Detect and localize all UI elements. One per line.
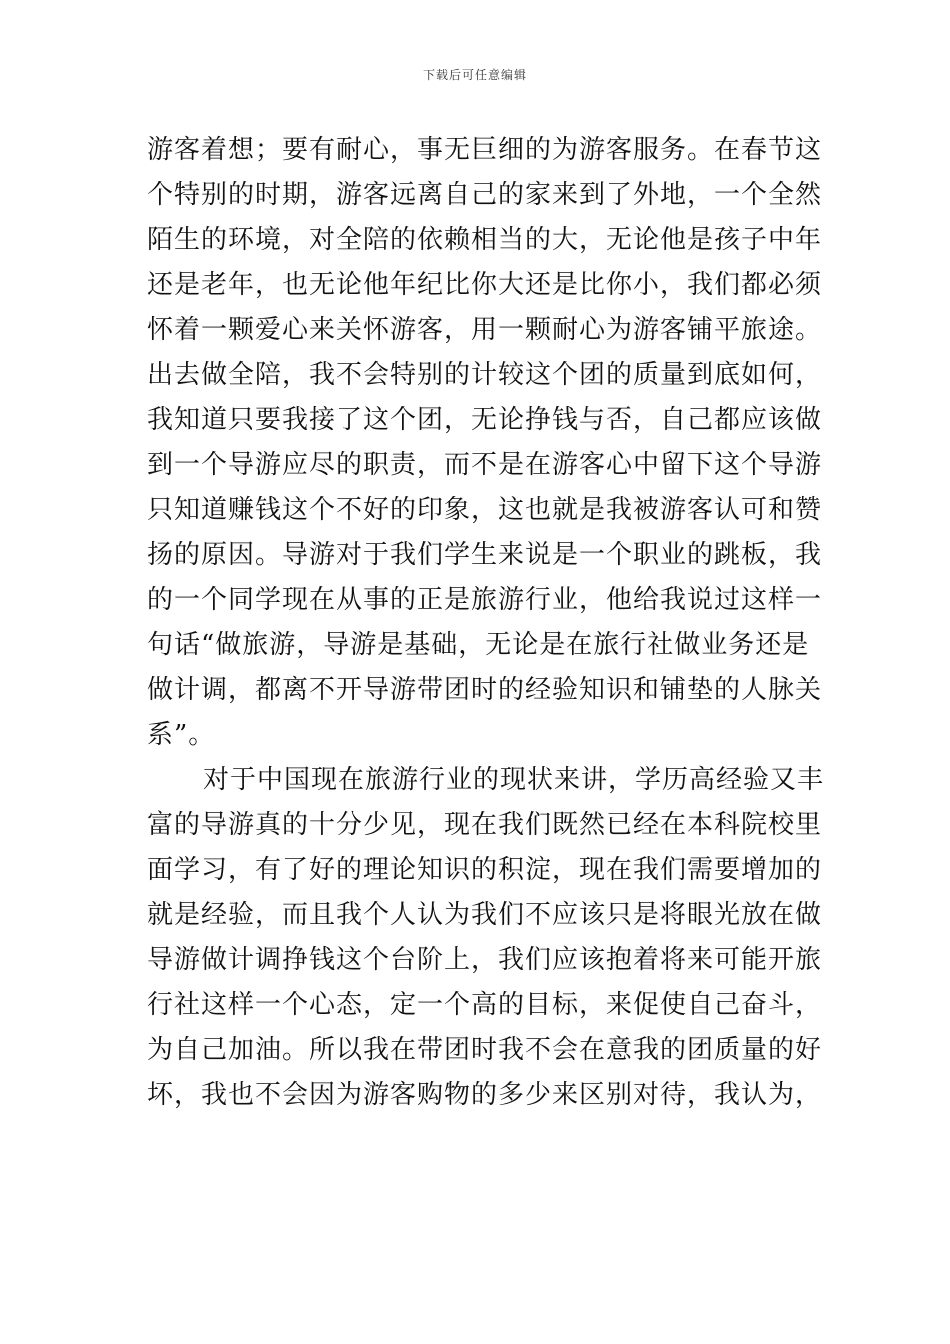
paragraph-1 bbox=[147, 128, 823, 758]
text-line: 个特别的时期，游客远离自己的家来到了外地，一个全然 bbox=[147, 180, 823, 210]
text-line: 做计调，都离不开导游带团时的经验知识和铺垫的人脉关 bbox=[147, 675, 823, 705]
text-line: 陌生的环境，对全陪的依赖相当的大，无论他是孩子中年 bbox=[147, 225, 823, 255]
page-header: 下载后可任意编辑 bbox=[422, 68, 527, 82]
paragraph-2 bbox=[147, 758, 825, 1118]
text-line: 导游做计调挣钱这个台阶上，我们应该抱着将来可能开旅 bbox=[147, 945, 823, 975]
text-line: 还是老年，也无论他年纪比你大还是比你小，我们都必须 bbox=[147, 270, 823, 300]
text-line: 行社这样一个心态，定一个高的目标，来促使自己奋斗， bbox=[147, 990, 823, 1020]
text-line: 游客着想；要有耐心，事无巨细的为游客服务。在春节这 bbox=[147, 135, 823, 165]
text-line: 句话“做旅游，导游是基础，无论是在旅行社做业务还是 bbox=[147, 630, 810, 660]
text-line: 对于中国现在旅游行业的现状来讲，学历高经验又丰 bbox=[203, 765, 825, 795]
text-line: 面学习，有了好的理论知识的积淀，现在我们需要增加的 bbox=[147, 855, 823, 885]
text-line: 我知道只要我接了这个团，无论挣钱与否，自己都应该做 bbox=[147, 405, 823, 435]
text-line: 为自己加油。所以我在带团时我不会在意我的团质量的好 bbox=[147, 1035, 823, 1065]
text-line: 怀着一颗爱心来关怀游客，用一颗耐心为游客铺平旅途。 bbox=[147, 315, 823, 345]
text-line: 坏，我也不会因为游客购物的多少来区别对待，我认为， bbox=[147, 1080, 823, 1110]
text-line: 只知道赚钱这个不好的印象，这也就是我被游客认可和赞 bbox=[147, 495, 823, 525]
text-line: 扬的原因。导游对于我们学生来说是一个职业的跳板，我 bbox=[147, 540, 823, 570]
text-line: 富的导游真的十分少见，现在我们既然已经在本科院校里 bbox=[147, 810, 823, 840]
text-line: 到一个导游应尽的职责，而不是在游客心中留下这个导游 bbox=[147, 450, 823, 480]
text-line: 出去做全陪，我不会特别的计较这个团的质量到底如何， bbox=[147, 360, 823, 390]
document-body bbox=[147, 128, 825, 1118]
text-line: 就是经验，而且我个人认为我们不应该只是将眼光放在做 bbox=[147, 900, 823, 930]
text-line: 系”。 bbox=[147, 720, 216, 750]
text-line: 的一个同学现在从事的正是旅游行业，他给我说过这样一 bbox=[147, 585, 823, 615]
